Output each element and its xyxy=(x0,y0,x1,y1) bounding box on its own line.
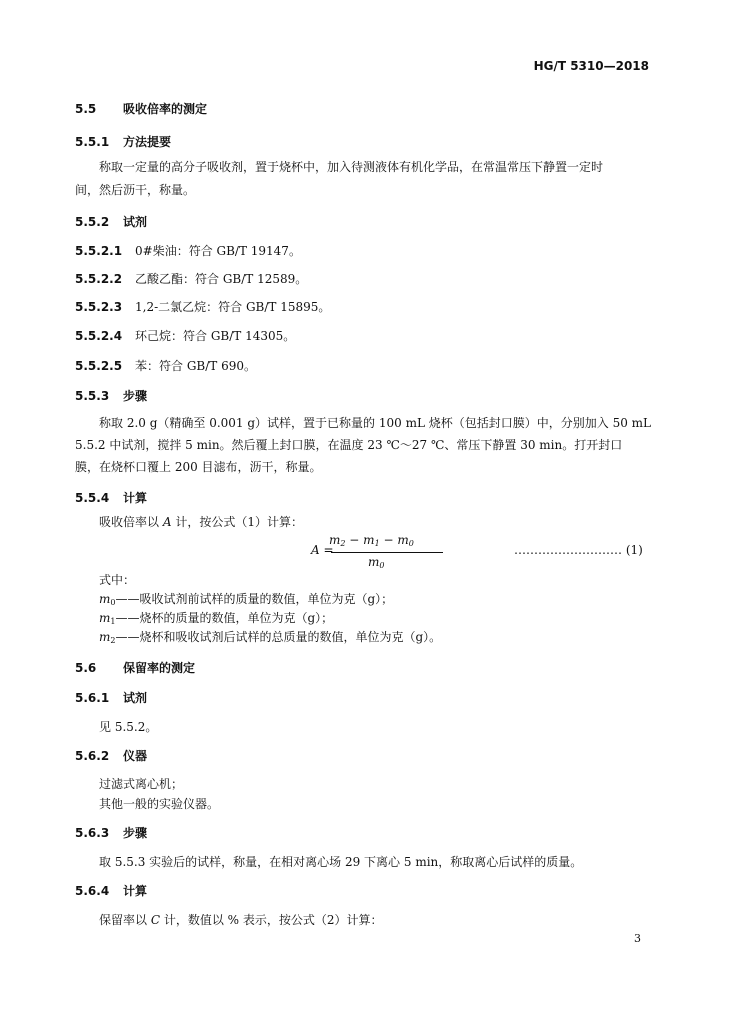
definition-text: ——吸收试剂前试样的质量的数值，单位为克（g）； xyxy=(115,592,394,606)
formula-lhs: A = xyxy=(311,543,334,557)
variable-symbol: m xyxy=(99,592,111,606)
section-title: 步骤 xyxy=(123,389,148,403)
section-number: 5.6.3 xyxy=(75,826,110,840)
clause-text: 乙酸乙酯：符合 GB/T 12589。 xyxy=(135,272,308,286)
section-number: 5.5.2 xyxy=(75,215,110,229)
section-title: 保留率的测定 xyxy=(123,661,196,675)
variable-symbol: A xyxy=(162,515,172,529)
subscript: 0 xyxy=(110,598,116,607)
equation-number: ……………………… (1) xyxy=(514,543,643,557)
section-5-5-4-heading xyxy=(75,489,147,506)
operator: − xyxy=(379,533,398,547)
variable-symbol: m xyxy=(397,533,409,547)
clause-text: 1,2-二氯乙烷：符合 GB/T 15895。 xyxy=(135,300,331,314)
paragraph-line: 称取 2.0 g（精确至 0.001 g）试样，置于已称量的 100 mL 烧杯（包括封口膜）中，分别加入 50 mL xyxy=(99,416,652,430)
paragraph-line: 5.5.2 中试剂，搅拌 5 min。然后覆上封口膜，在温度 23 ℃～27 ℃、常压下静置 30 min。打开封口 xyxy=(75,438,623,452)
paragraph-line: 过滤式离心机； xyxy=(99,777,184,791)
intro-text: 计，按公式（1）计算： xyxy=(171,515,303,529)
section-title: 试剂 xyxy=(123,215,148,229)
variable-symbol: m xyxy=(329,533,341,547)
section-number: 5.5.4 xyxy=(75,491,110,505)
fraction-bar xyxy=(331,552,443,553)
paragraph-line: 见 5.5.2。 xyxy=(99,720,158,734)
section-title: 试剂 xyxy=(123,691,148,705)
page-number: 3 xyxy=(634,932,641,945)
standard-code-header: HG/T 5310—2018 xyxy=(533,59,649,73)
section-title: 步骤 xyxy=(123,826,148,840)
clause-text: 环己烷：符合 GB/T 14305。 xyxy=(135,329,296,343)
paragraph-line: 取 5.5.3 实验后的试样，称量，在相对离心场 29 下离心 5 min，称取离心后试样的质量。 xyxy=(99,855,583,869)
section-5-6-1-heading xyxy=(75,689,147,706)
section-number: 5.6 xyxy=(75,661,97,675)
intro-text: 计，数值以 % 表示，按公式（2）计算： xyxy=(160,913,383,927)
clause-5-5-2-3 xyxy=(75,298,330,315)
operator: − xyxy=(345,533,364,547)
formula-numerator: $m_2 - m_1 - m_0$ xyxy=(329,533,414,548)
formula-intro xyxy=(99,513,303,530)
clause-text: 0#柴油：符合 GB/T 19147。 xyxy=(135,244,301,258)
section-number: 5.6.1 xyxy=(75,691,110,705)
definition-m2 xyxy=(99,628,441,645)
clause-5-5-2-1 xyxy=(75,242,301,259)
paragraph-line: 其他一般的实验仪器。 xyxy=(99,797,220,811)
subscript: 1 xyxy=(110,617,116,626)
paragraph-line: 间，然后沥干，称量。 xyxy=(75,183,196,197)
clause-text: 苯：符合 GB/T 690。 xyxy=(135,359,256,373)
variable-symbol: m xyxy=(363,533,375,547)
definition-m0 xyxy=(99,590,393,607)
section-title: 计算 xyxy=(123,491,148,505)
section-title: 仪器 xyxy=(123,749,148,763)
intro-text: 吸收倍率以 xyxy=(99,515,163,529)
section-5-5-heading xyxy=(75,100,207,117)
clause-5-5-2-5 xyxy=(75,357,256,374)
section-5-6-4-heading xyxy=(75,882,147,899)
clause-number: 5.5.2.1 xyxy=(75,244,123,258)
variable-symbol: m xyxy=(368,555,380,569)
where-label: 式中： xyxy=(99,573,136,587)
clause-number: 5.5.2.5 xyxy=(75,359,123,373)
paragraph-line: 称取一定量的高分子吸收剂，置于烧杯中，加入待测液体有机化学品，在常温常压下静置一定时 xyxy=(99,160,604,174)
clause-5-5-2-4 xyxy=(75,327,295,344)
clause-number: 5.5.2.2 xyxy=(75,272,123,286)
clause-number: 5.5.2.3 xyxy=(75,300,123,314)
definition-text: ——烧杯的质量的数值，单位为克（g）； xyxy=(115,611,334,625)
section-title: 方法提要 xyxy=(123,135,172,149)
section-5-6-2-heading xyxy=(75,747,147,764)
section-number: 5.6.2 xyxy=(75,749,110,763)
section-title: 吸收倍率的测定 xyxy=(123,102,208,116)
section-5-6-3-heading xyxy=(75,824,147,841)
clause-5-5-2-2 xyxy=(75,270,307,287)
paragraph-line: 膜，在烧杯口覆上 200 目滤布，沥干，称量。 xyxy=(75,460,322,474)
intro-text: 保留率以 xyxy=(99,913,151,927)
subscript: 2 xyxy=(110,636,116,645)
formula-denominator: $m_0$ xyxy=(368,555,385,570)
section-5-5-2-heading xyxy=(75,213,147,230)
formula-intro xyxy=(99,911,383,928)
definition-m1 xyxy=(99,609,333,626)
clause-number: 5.5.2.4 xyxy=(75,329,123,343)
section-number: 5.5.1 xyxy=(75,135,110,149)
section-5-5-1-heading xyxy=(75,133,171,150)
variable-symbol: m xyxy=(99,611,111,625)
variable-symbol: m xyxy=(99,630,111,644)
section-5-5-3-heading xyxy=(75,387,147,404)
definition-text: ——烧杯和吸收试剂后试样的总质量的数值，单位为克（g）。 xyxy=(115,630,442,644)
section-number: 5.6.4 xyxy=(75,884,110,898)
section-number: 5.5.3 xyxy=(75,389,110,403)
section-title: 计算 xyxy=(123,884,148,898)
section-5-6-heading xyxy=(75,659,195,676)
variable-symbol: C xyxy=(150,913,161,927)
section-number: 5.5 xyxy=(75,102,97,116)
